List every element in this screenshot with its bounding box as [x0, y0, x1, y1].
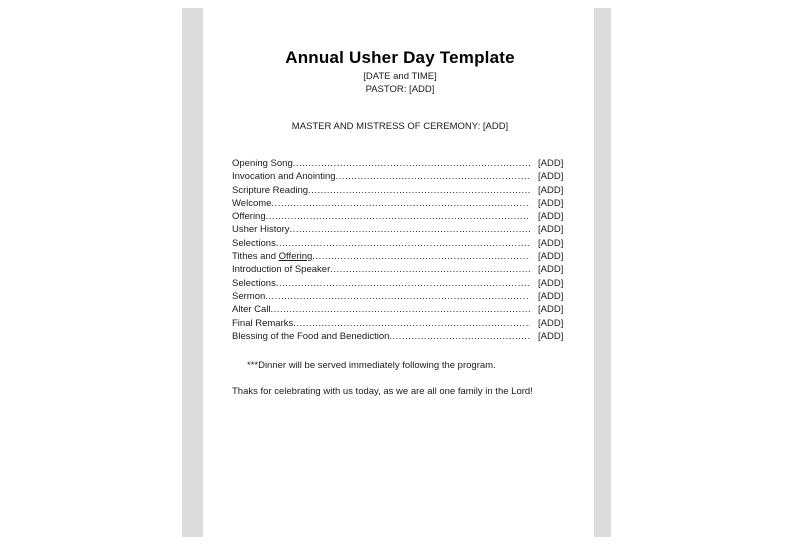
program-row — [232, 317, 568, 330]
closing-message: Thaks for celebrating with us today, as we are all one family in the Lord! — [232, 386, 533, 398]
document-title: Annual Usher Day Template — [285, 48, 515, 67]
dot-leader — [336, 170, 530, 183]
dot-leader — [330, 263, 530, 276]
page-edge-shadow-left — [182, 8, 203, 537]
program-item-value: [ADD] — [538, 304, 564, 316]
program-row — [232, 250, 568, 263]
program-row — [232, 277, 568, 290]
program-item-value: [ADD] — [538, 158, 564, 169]
program-item-label: Blessing of the Food and Benediction — [232, 330, 390, 342]
program-row — [232, 157, 568, 170]
date-time-placeholder: [DATE and TIME] — [363, 71, 437, 82]
program-row — [232, 170, 568, 183]
program-item-value: [ADD] — [538, 211, 564, 223]
pastor-line: PASTOR: [ADD] — [365, 84, 435, 95]
dot-leader — [271, 303, 530, 316]
program-item-value: [ADD] — [538, 317, 564, 329]
document-page — [203, 8, 594, 537]
program-row — [232, 223, 568, 236]
program-item-value: [ADD] — [538, 277, 564, 289]
program-item-value: [ADD] — [538, 264, 564, 276]
program-item-label: Welcome — [232, 197, 272, 209]
label-prefix: Tithes and — [232, 251, 279, 263]
label-underlined-word: Offering — [278, 251, 313, 263]
dot-leader — [293, 317, 530, 330]
dot-leader — [290, 223, 530, 236]
document-content — [203, 8, 594, 398]
program-item-value: [ADD] — [538, 197, 564, 209]
dot-leader — [271, 197, 530, 210]
dot-leader — [308, 184, 530, 197]
program-item-value: [ADD] — [538, 290, 564, 302]
program-list — [232, 157, 568, 343]
dot-leader — [265, 290, 530, 303]
program-item-label: Offering — [232, 211, 266, 223]
program-item-label: Usher History — [232, 224, 290, 236]
program-item-label: Alter Call — [232, 304, 271, 316]
program-item-label: Sermon — [232, 290, 266, 302]
program-item-value: [ADD] — [538, 224, 564, 236]
program-item-value: [ADD] — [538, 184, 564, 196]
ceremony-master-line: MASTER AND MISTRESS OF CEREMONY: [ADD] — [291, 121, 509, 132]
program-item-value: [ADD] — [538, 237, 564, 249]
program-item-label — [232, 250, 312, 263]
program-row — [232, 330, 568, 343]
dot-leader — [312, 250, 530, 263]
dinner-footnote: ***Dinner will be served immediately following the program. — [247, 360, 496, 372]
program-row — [232, 197, 568, 210]
program-item-label: Scripture Reading — [232, 184, 309, 196]
header-sublines — [232, 70, 568, 96]
program-row — [232, 290, 568, 303]
program-item-label: Introduction of Speaker — [232, 264, 331, 276]
program-item-value: [ADD] — [538, 330, 564, 342]
program-item-label: Invocation and Anointing — [232, 171, 336, 183]
program-item-label: Opening Song — [232, 158, 293, 169]
program-row — [232, 303, 568, 316]
dot-leader — [276, 237, 530, 250]
program-row — [232, 263, 568, 276]
dot-leader — [266, 210, 530, 223]
program-row — [232, 237, 568, 250]
dot-leader — [389, 330, 530, 343]
program-item-label: Final Remarks — [232, 317, 294, 329]
program-item-value: [ADD] — [538, 251, 564, 263]
program-row — [232, 210, 568, 223]
program-item-label: Selections — [232, 277, 276, 289]
program-row — [232, 184, 568, 197]
program-item-value: [ADD] — [538, 171, 564, 183]
dot-leader — [276, 277, 530, 290]
page-edge-shadow-right — [594, 8, 611, 537]
program-item-label: Selections — [232, 237, 276, 249]
dot-leader — [293, 157, 530, 170]
